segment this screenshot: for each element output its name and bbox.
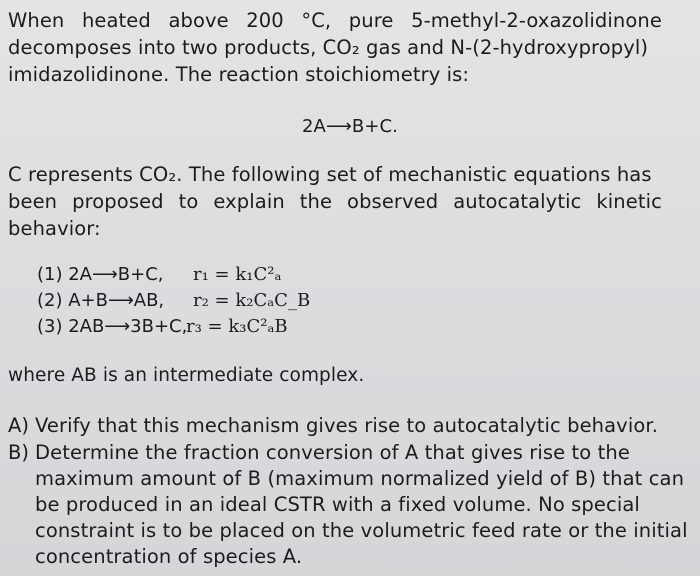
question-b-line5: concentration of species A. [35,545,303,568]
word: been [8,190,58,213]
paragraph1-line2: decomposes into two products, CO₂ gas and N-(2-hydroxypropyl) [8,36,649,59]
word: proposed [72,190,164,213]
word: 200 [246,9,284,32]
word: autocatalytic [453,190,582,213]
intermediate-note: where AB is an intermediate complex. [8,365,365,386]
mechanism-step-2: (2) A+B⟶AB, [37,290,165,311]
question-a-line1: Verify that this mechanism gives rise to autocatalytic behavior. [35,414,658,437]
paragraph2-line1: C represents CO₂. The following set of mechanistic equations has [8,163,652,186]
mechanism-rate-1: r₁ = k₁C²ₐ [193,264,282,285]
word: the [299,190,333,213]
mechanism-step-3: (3) 2AB⟶3B+C, [37,316,188,337]
mechanism-step-1: (1) 2A⟶B+C, [37,264,164,285]
mechanism-rate-3: r₃ = k₃C²ₐB [186,316,288,337]
question-b-line4: constraint is to be placed on the volumetric feed rate or the initial [35,519,688,542]
word: to [178,190,199,213]
word: kinetic [596,190,662,213]
word: above [168,9,229,32]
question-b-line2: maximum amount of B (maximum normalized yield of B) that can [35,467,685,490]
word: explain [213,190,285,213]
word: °C, [301,9,332,32]
word: When [8,9,65,32]
question-b-line3: be produced in an ideal CSTR with a fixed volume. No special [35,493,640,516]
paragraph2-line3: behavior: [8,217,101,240]
word: 5-methyl-2-oxazolidinone [411,9,662,32]
paragraph2-line2 [8,190,662,213]
paragraph1-line1 [8,9,662,32]
mechanism-rate-2: r₂ = k₂CₐC_B [193,290,311,311]
word: pure [348,9,394,32]
question-b-label: B) [8,441,29,464]
overall-reaction: 2A⟶B+C. [302,116,398,137]
paragraph1-line3: imidazolidinone. The reaction stoichiometry is: [8,63,470,86]
question-b-line1: Determine the fraction conversion of A that gives rise to the [35,441,630,464]
word: heated [81,9,151,32]
question-a-label: A) [8,414,29,437]
word: observed [347,190,439,213]
